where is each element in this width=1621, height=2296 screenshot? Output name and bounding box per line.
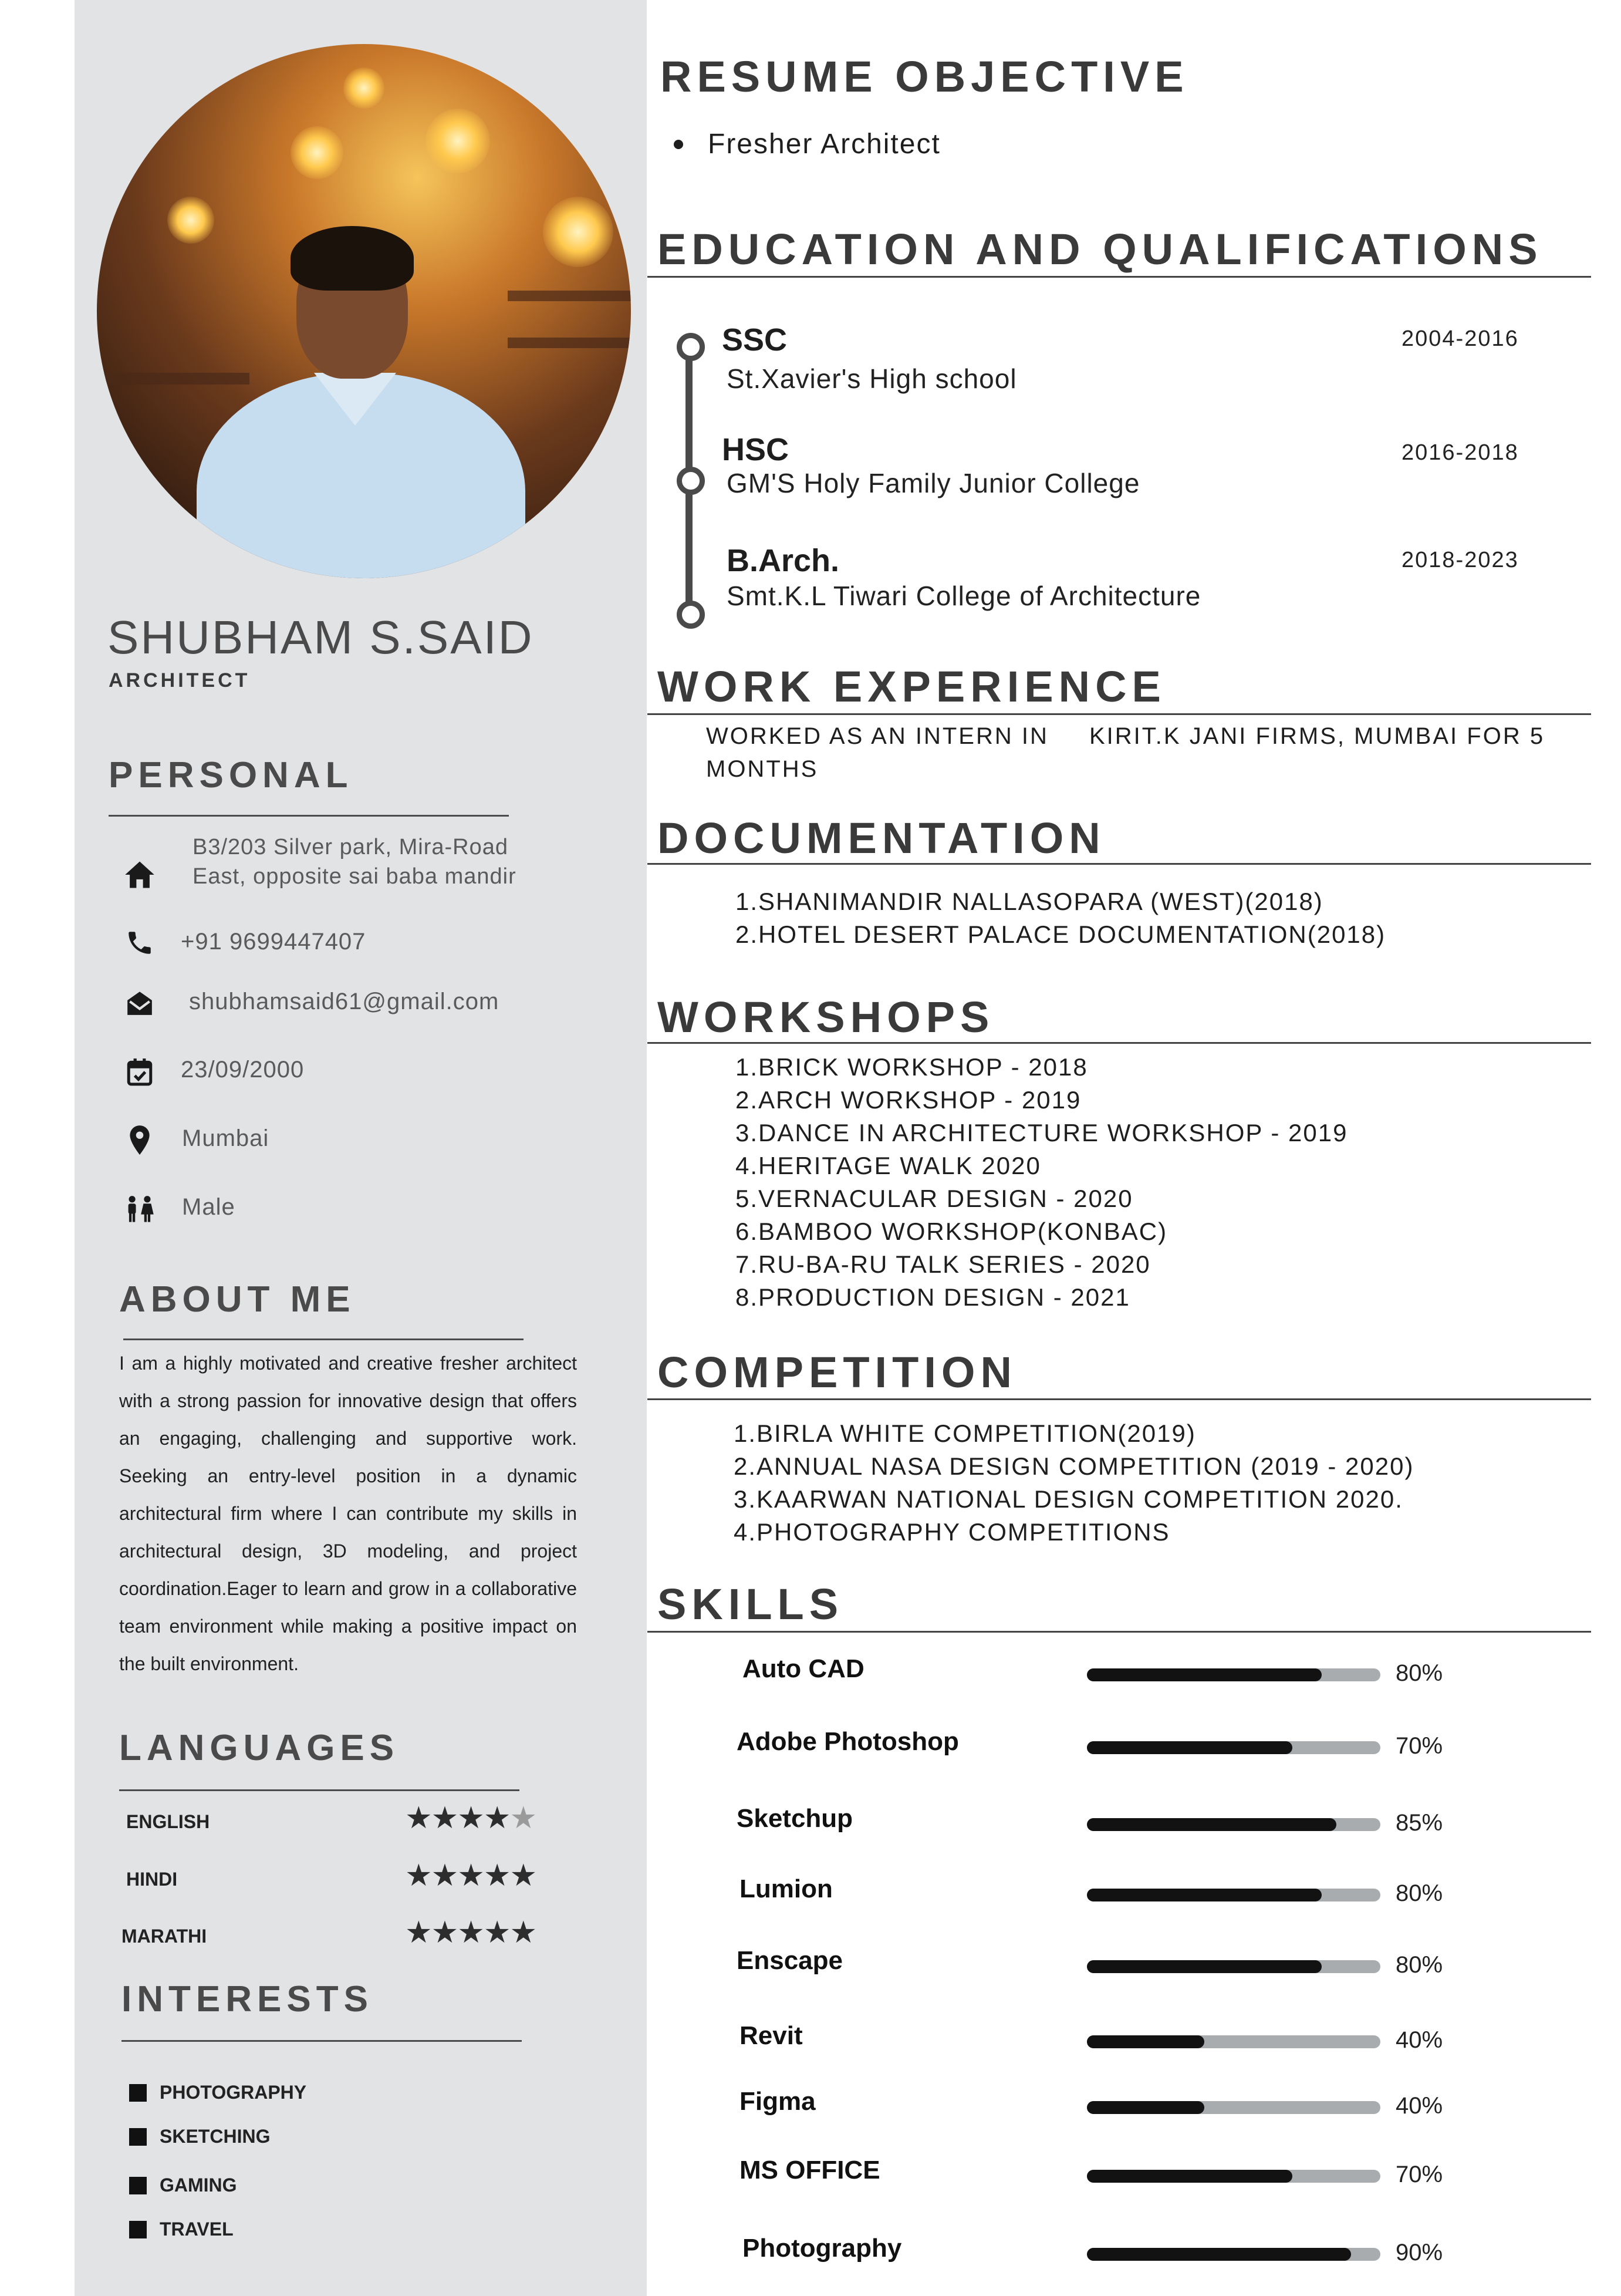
education-divider: [647, 276, 1591, 278]
competition-heading: COMPETITION: [657, 1348, 1017, 1397]
workshop-item: 8.PRODUCTION DESIGN - 2021: [735, 1283, 1130, 1311]
skill-bar: [1087, 1889, 1380, 1901]
documentation-divider: [647, 863, 1591, 865]
languages-heading: LANGUAGES: [119, 1728, 400, 1768]
documentation-item: 2.HOTEL DESERT PALACE DOCUMENTATION(2018): [735, 921, 1386, 948]
timeline-dot: [677, 467, 705, 495]
skill-bar-fill: [1087, 1889, 1322, 1901]
education-years: 2018-2023: [1402, 548, 1519, 572]
skill-percent: 40%: [1396, 2093, 1443, 2119]
education-title: HSC: [722, 432, 789, 467]
timeline-dot: [677, 333, 705, 361]
workshops-list: [735, 1051, 1348, 1314]
skill-bar: [1087, 2248, 1380, 2261]
skill-percent: 40%: [1396, 2027, 1443, 2053]
interests-heading: INTERESTS: [121, 1979, 373, 2019]
about-divider: [123, 1339, 524, 1340]
work-heading: WORK EXPERIENCE: [657, 662, 1166, 711]
skill-name: Figma: [739, 2087, 816, 2116]
skill-percent: 80%: [1396, 1952, 1443, 1978]
competition-item: 2.ANNUAL NASA DESIGN COMPETITION (2019 - 2020): [734, 1452, 1414, 1480]
phone-icon: [123, 926, 156, 959]
skill-name: MS OFFICE: [739, 2156, 880, 2184]
competition-item: 3.KAARWAN NATIONAL DESIGN COMPETITION 2020.: [734, 1485, 1403, 1513]
gender-icon: [123, 1193, 156, 1226]
workshop-item: 2.ARCH WORKSHOP - 2019: [735, 1086, 1082, 1114]
skill-name: Revit: [739, 2021, 803, 2050]
date-of-birth: 23/09/2000: [181, 1057, 305, 1083]
skill-name: Enscape: [737, 1946, 843, 1975]
personal-divider: [109, 815, 509, 817]
email-address: shubhamsaid61@gmail.com: [189, 989, 499, 1014]
skill-name: Auto CAD: [742, 1654, 864, 1683]
skill-name: Adobe Photoshop: [737, 1727, 959, 1756]
profile-role: ARCHITECT: [109, 669, 251, 692]
profile-name: SHUBHAM S.SAID: [107, 611, 534, 663]
square-bullet-icon: [129, 2128, 147, 2146]
education-title: SSC: [722, 322, 788, 358]
work-divider: [647, 713, 1591, 715]
about-text: I am a highly motivated and creative fresher architect with a strong passion for innovative design that offers an engaging, challenging and supportive work. Seeking an entry-level position in a dynamic architectural firm where I can contribute my skills in architectural design, 3D modeling, and project coordination.Eager to learn and grow in a collaborative team environment while making a positive impact on the built environment.: [119, 1353, 577, 1674]
skill-name: Lumion: [739, 1874, 833, 1903]
home-icon: [123, 858, 156, 891]
address-line-1: B3/203 Silver park, Mira-Road: [193, 835, 508, 859]
skill-percent: 70%: [1396, 2162, 1443, 2187]
language-rating: [405, 1803, 536, 1833]
documentation-item: 1.SHANIMANDIR NALLASOPARA (WEST)(2018): [735, 888, 1323, 915]
skill-bar: [1087, 1668, 1380, 1681]
city: Mumbai: [182, 1125, 269, 1151]
objective-text: Fresher Architect: [708, 129, 941, 160]
star-icon: ★: [431, 1801, 458, 1835]
profile-photo: [97, 44, 631, 578]
skill-percent: 80%: [1396, 1880, 1443, 1906]
skill-name: Sketchup: [737, 1804, 853, 1833]
workshop-item: 4.HERITAGE WALK 2020: [735, 1152, 1041, 1179]
star-icon: ★: [457, 1916, 484, 1950]
interest-label: GAMING: [160, 2174, 237, 2196]
languages-divider: [119, 1789, 519, 1791]
workshops-divider: [647, 1042, 1591, 1044]
interests-divider: [121, 2040, 522, 2042]
gender: Male: [182, 1194, 235, 1220]
skill-bar: [1087, 1741, 1380, 1754]
star-icon: ★: [509, 1859, 536, 1893]
work-text-part-1: WORKED AS AN INTERN IN: [706, 723, 1049, 749]
skill-percent: 80%: [1396, 1660, 1443, 1686]
education-years: 2004-2016: [1402, 326, 1519, 351]
star-icon: ★: [431, 1859, 458, 1893]
skill-bar: [1087, 2035, 1380, 2048]
mail-icon: [123, 986, 156, 1019]
bullet-icon: [674, 140, 683, 149]
location-icon: [123, 1124, 156, 1157]
competition-list: [734, 1417, 1414, 1549]
skill-percent: 85%: [1396, 1810, 1443, 1836]
language-name: ENGLISH: [126, 1811, 210, 1832]
personal-heading: PERSONAL: [109, 755, 353, 795]
education-school: GM'S Holy Family Junior College: [727, 468, 1140, 498]
skill-percent: 90%: [1396, 2240, 1443, 2265]
workshop-item: 3.DANCE IN ARCHITECTURE WORKSHOP - 2019: [735, 1119, 1348, 1147]
skill-bar-fill: [1087, 2170, 1292, 2183]
star-icon: ★: [405, 1801, 431, 1835]
documentation-list: [735, 885, 1386, 951]
skill-bar-fill: [1087, 1818, 1336, 1831]
address: [193, 832, 516, 891]
about-heading: ABOUT ME: [119, 1279, 356, 1320]
skills-heading: SKILLS: [657, 1580, 844, 1629]
objective-heading: RESUME OBJECTIVE: [660, 52, 1189, 101]
work-text-part-3: MONTHS: [706, 756, 819, 782]
skill-bar-fill: [1087, 2248, 1351, 2261]
skill-name: Photography: [742, 2234, 902, 2263]
star-icon: ★: [483, 1916, 510, 1950]
star-icon: ★: [457, 1801, 484, 1835]
address-line-2: East, opposite sai baba mandir: [193, 864, 516, 889]
language-name: MARATHI: [121, 1926, 207, 1947]
documentation-heading: DOCUMENTATION: [657, 814, 1106, 862]
objective-item: [674, 128, 941, 160]
competition-item: 4.PHOTOGRAPHY COMPETITIONS: [734, 1518, 1170, 1546]
language-rating: [405, 1860, 536, 1891]
skill-percent: 70%: [1396, 1733, 1443, 1759]
workshop-item: 7.RU-BA-RU TALK SERIES - 2020: [735, 1250, 1151, 1278]
education-heading: EDUCATION AND QUALIFICATIONS: [657, 225, 1543, 274]
star-icon: ★: [405, 1859, 431, 1893]
skill-bar-fill: [1087, 2035, 1204, 2048]
square-bullet-icon: [129, 2084, 147, 2102]
interest-item: [129, 2174, 237, 2196]
interest-item: [129, 2219, 234, 2240]
interest-item: [129, 2126, 270, 2147]
skill-bar-fill: [1087, 1741, 1292, 1754]
skill-bar-fill: [1087, 2101, 1204, 2114]
interest-label: PHOTOGRAPHY: [160, 2082, 307, 2103]
workshop-item: 1.BRICK WORKSHOP - 2018: [735, 1053, 1088, 1081]
language-name: HINDI: [126, 1869, 178, 1890]
workshops-heading: WORKSHOPS: [657, 993, 995, 1041]
calendar-icon: [123, 1056, 156, 1088]
skill-bar: [1087, 1960, 1380, 1973]
language-rating: [405, 1917, 536, 1948]
skill-bar-fill: [1087, 1960, 1322, 1973]
education-title: B.Arch.: [727, 543, 840, 578]
skill-bar: [1087, 2170, 1380, 2183]
skill-bar-fill: [1087, 1668, 1322, 1681]
interest-label: TRAVEL: [160, 2219, 234, 2240]
square-bullet-icon: [129, 2177, 147, 2194]
phone-number: +91 9699447407: [181, 929, 366, 955]
skill-bar: [1087, 2101, 1380, 2114]
competition-divider: [647, 1398, 1591, 1400]
timeline-dot: [677, 601, 705, 629]
education-school: Smt.K.L Tiwari College of Architecture: [727, 581, 1201, 611]
workshop-item: 6.BAMBOO WORKSHOP(KONBAC): [735, 1218, 1168, 1245]
competition-item: 1.BIRLA WHITE COMPETITION(2019): [734, 1420, 1196, 1447]
star-icon: ★: [457, 1859, 484, 1893]
education-years: 2016-2018: [1402, 440, 1519, 465]
interest-item: [129, 2082, 306, 2103]
workshop-item: 5.VERNACULAR DESIGN - 2020: [735, 1185, 1133, 1212]
skill-bar: [1087, 1818, 1380, 1831]
interest-label: SKETCHING: [160, 2126, 271, 2147]
star-icon: ★: [483, 1801, 510, 1835]
work-text-part-2: KIRIT.K JANI FIRMS, MUMBAI FOR 5: [1089, 723, 1545, 749]
square-bullet-icon: [129, 2221, 147, 2238]
star-icon: ★: [405, 1916, 431, 1950]
education-school: St.Xavier's High school: [727, 363, 1017, 394]
star-icon: ★: [509, 1801, 536, 1835]
star-icon: ★: [483, 1859, 510, 1893]
star-icon: ★: [431, 1916, 458, 1950]
star-icon: ★: [509, 1916, 536, 1950]
skills-divider: [647, 1631, 1591, 1633]
